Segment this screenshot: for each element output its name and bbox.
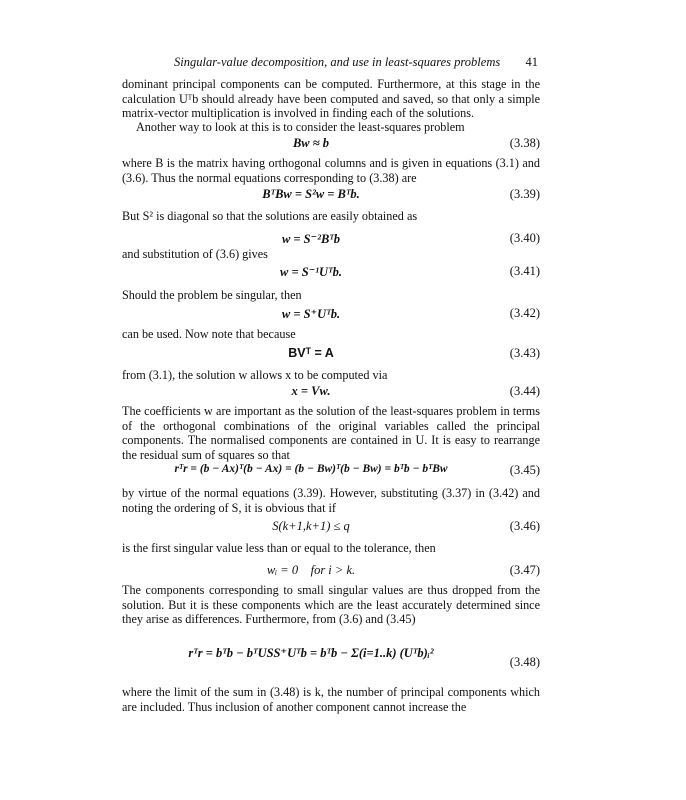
equation-3-43 <box>122 346 540 364</box>
eq-3-46-body: S(k+1,k+1) ≤ q <box>272 519 350 533</box>
eq-3-43-body: BVᵀ = A <box>288 346 334 360</box>
eq-3-42-number: (3.42) <box>509 306 540 320</box>
equation-3-45 <box>122 463 540 481</box>
paragraph-4 <box>122 209 540 224</box>
paragraph-2 <box>122 120 540 135</box>
eq-3-48-body: rᵀr = bᵀb − bᵀUSS⁺Uᵀb = bᵀb − Σ(i=1..k) (Uᵀb)ᵢ² <box>188 646 434 660</box>
p1-text: dominant principal components can be computed. Furthermore, at this stage in the calculation Uᵀb should already have been computed and saved, so that only a simple matrix-vector multiplication is involved in finding each of the solutions. <box>122 77 540 121</box>
p13-text: where the limit of the sum in (3.48) is k, the number of principal components which are included. Thus inclusion of another component cannot increase the <box>122 685 540 714</box>
p7-text: can be used. Now note that because <box>122 327 296 341</box>
paragraph-7 <box>122 327 540 342</box>
p9-text: The coefficients w are important as the solution of the least-squares problem in terms of the orthogonal combinations of the original variables called the principal components. The normalised components are contained in U. It is easy to rearrange the residual sum of squares so that <box>122 404 540 462</box>
paragraph-10 <box>122 486 540 515</box>
paragraph-8 <box>122 368 540 383</box>
equation-3-41 <box>122 264 540 282</box>
eq-3-41-number: (3.41) <box>509 264 540 278</box>
equation-3-39 <box>122 187 540 205</box>
eq-3-46-number: (3.46) <box>509 519 540 533</box>
equation-3-44 <box>122 384 540 402</box>
eq-3-48-number: (3.48) <box>509 655 540 669</box>
p11-text: is the first singular value less than or equal to the tolerance, then <box>122 541 436 555</box>
p6-text: Should the problem be singular, then <box>122 288 302 302</box>
paragraph-11 <box>122 541 540 556</box>
p8-text: from (3.1), the solution w allows x to be computed via <box>122 368 388 382</box>
eq-3-45-number: (3.45) <box>509 463 540 477</box>
eq-3-39-body: BᵀBw = S²w = Bᵀb. <box>262 187 360 201</box>
paragraph-1 <box>122 77 540 121</box>
p4-text: But S² is diagonal so that the solutions are easily obtained as <box>122 209 418 223</box>
header-title: Singular-value decomposition, and use in least-squares problems <box>174 55 501 69</box>
eq-3-47-body: wᵢ = 0 for i > k. <box>266 563 356 577</box>
equation-3-48 <box>122 637 540 677</box>
equation-3-38 <box>122 136 540 154</box>
eq-3-42-body: w = S⁺Uᵀb. <box>281 307 341 321</box>
page-number: 41 <box>525 55 538 69</box>
eq-3-44-number: (3.44) <box>509 384 540 398</box>
paragraph-9 <box>122 404 540 462</box>
equation-3-46 <box>122 519 540 537</box>
paragraph-5 <box>122 247 540 262</box>
equation-3-47 <box>122 563 540 581</box>
p10-text: by virtue of the normal equations (3.39). However, substituting (3.37) in (3.42) and noting the ordering of S, it is obvious that if <box>122 486 540 515</box>
p2-text: Another way to look at this is to consider the least-squares problem <box>136 120 465 134</box>
equation-3-42 <box>122 306 540 324</box>
eq-3-41-body: w = S⁻¹Uᵀb. <box>280 265 342 279</box>
p5-text: and substitution of (3.6) gives <box>122 247 268 261</box>
eq-3-44-body: x = Vw. <box>291 384 331 398</box>
paragraph-6 <box>122 288 540 303</box>
eq-3-43-number: (3.43) <box>509 346 540 360</box>
p3-text: where B is the matrix having orthogonal columns and is given in equations (3.1) and (3.6). Thus the normal equations corresponding to (3.38) are <box>122 156 540 185</box>
eq-3-45-body: rᵀr = (b − Ax)ᵀ(b − Ax) = (b − Bw)ᵀ(b − Bw) = bᵀb − bᵀBw <box>174 463 448 475</box>
paragraph-3 <box>122 156 540 185</box>
eq-3-39-number: (3.39) <box>509 187 540 201</box>
eq-3-38-body: Bw ≈ b <box>292 136 330 150</box>
p12-text: The components corresponding to small singular values are thus dropped from the solution. But it is these components which are the least accurately determined since they arise as differences. Furthermore, from (3.6) and (3.45) <box>122 583 540 627</box>
eq-3-40-number: (3.40) <box>509 231 540 245</box>
paragraph-12 <box>122 583 540 627</box>
eq-3-38-number: (3.38) <box>509 136 540 150</box>
eq-3-47-number: (3.47) <box>509 563 540 577</box>
paragraph-13 <box>122 685 540 714</box>
eq-3-40-body: w = S⁻²Bᵀb <box>281 232 341 246</box>
